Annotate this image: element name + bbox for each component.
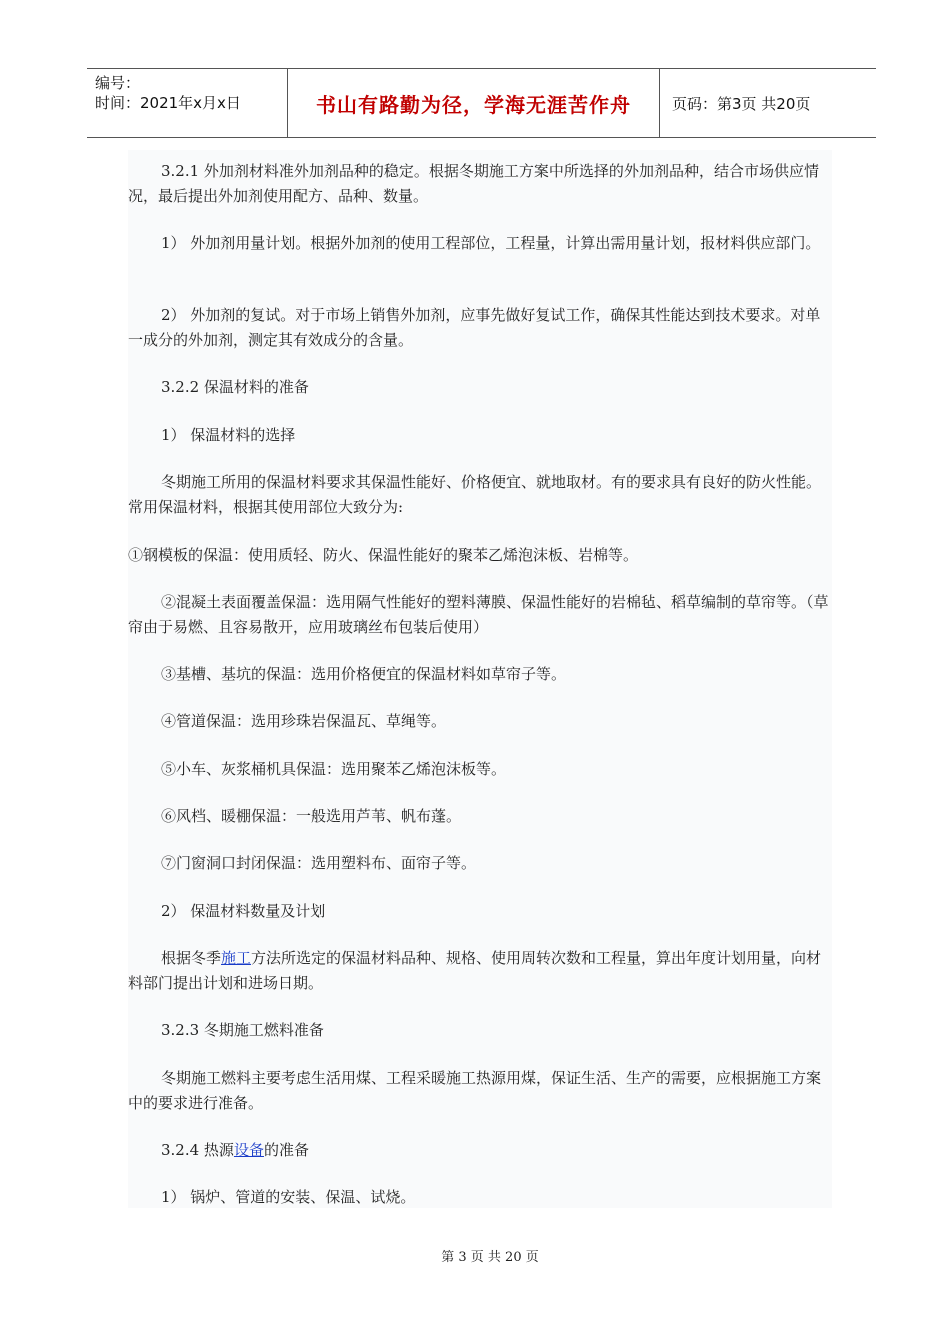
heading-material-quantity: 2） 保温材料数量及计划 xyxy=(161,902,326,920)
paragraph-boiler: 1） 锅炉、管道的安装、保温、试烧。 xyxy=(161,1188,416,1206)
list-item-5: ⑤小车、灰浆桶机具保温：选用聚苯乙烯泡沫板等。 xyxy=(161,760,507,778)
time-label: 时间：2021年x月x日 xyxy=(95,94,241,112)
header-meta xyxy=(95,73,241,113)
list-item-1: ①钢模板的保温：使用质轻、防火、保温性能好的聚苯乙烯泡沫板、岩棉等。 xyxy=(128,546,639,564)
text-segment: 方法所选定的保温材料品种、规格、使用周转次数和工程量，算出年度计划用量，向材料部门提出计划和进场日期。 xyxy=(128,949,822,992)
list-item-4: ④管道保温：选用珍珠岩保温瓦、草绳等。 xyxy=(161,712,447,730)
equipment-link[interactable]: 设备 xyxy=(233,1141,264,1159)
list-item-3: ③基槽、基坑的保温：选用价格便宜的保温材料如草帘子等。 xyxy=(161,665,567,683)
document-body xyxy=(128,150,832,1208)
list-item-2: ②混凝土表面覆盖保温：选用隔气性能好的塑料薄膜、保温性能好的岩棉毡、稻草编制的草帘等。（草帘由于易燃、且容易散开，应用玻璃丝布包装后使用） xyxy=(128,593,829,636)
paragraph-insulation-intro: 冬期施工所用的保温材料要求其保温性能好、价格便宜、就地取材。有的要求具有良好的防火性能。常用保温材料，根据其使用部位大致分为: xyxy=(128,473,822,516)
construction-link[interactable]: 施工 xyxy=(221,949,252,967)
header-motto: 书山有路勤为径，学海无涯苦作舟 xyxy=(316,93,631,117)
page-footer: 第 3 页 共 20 页 xyxy=(441,1250,539,1265)
header-page-number: 页码：第3页 共20页 xyxy=(672,95,811,113)
paragraph-additive-plan: 1） 外加剂用量计划。根据外加剂的使用工程部位，工程量，计算出需用量计划，报材料供应部门。 xyxy=(161,234,821,252)
paragraph-3-2-1: 3.2.1 外加剂材料准外加剂品种的稳定。根据冬期施工方案中所选择的外加剂品种，结合市场供应情况，最后提出外加剂使用配方、品种、数量。 xyxy=(128,162,819,205)
text-segment: 根据冬季 xyxy=(161,949,222,967)
header-table xyxy=(87,68,876,138)
header-divider xyxy=(659,69,660,137)
list-item-6: ⑥风档、暖棚保温：一般选用芦苇、帆布蓬。 xyxy=(161,807,462,825)
heading-3-2-2: 3.2.2 保温材料的准备 xyxy=(161,378,309,396)
paragraph-fuel: 冬期施工燃料主要考虑生活用煤、工程采暖施工热源用煤，保证生活、生产的需要，应根据施工方案中的要求进行准备。 xyxy=(128,1069,822,1112)
list-item-7: ⑦门窗洞口封闭保温：选用塑料布、面帘子等。 xyxy=(161,854,477,872)
heading-material-selection: 1） 保温材料的选择 xyxy=(161,426,296,444)
text-segment: 的准备 xyxy=(263,1141,309,1159)
heading-3-2-4 xyxy=(128,1138,832,1163)
text-segment: 3.2.4 热源 xyxy=(161,1141,234,1159)
paragraph-material-plan xyxy=(128,946,832,996)
number-label: 编号： xyxy=(95,74,141,92)
heading-3-2-3: 3.2.3 冬期施工燃料准备 xyxy=(161,1021,324,1039)
paragraph-additive-retest: 2） 外加剂的复试。对于市场上销售外加剂，应事先做好复试工作，确保其性能达到技术要求。对单一成分的外加剂，测定其有效成分的含量。 xyxy=(128,306,821,349)
